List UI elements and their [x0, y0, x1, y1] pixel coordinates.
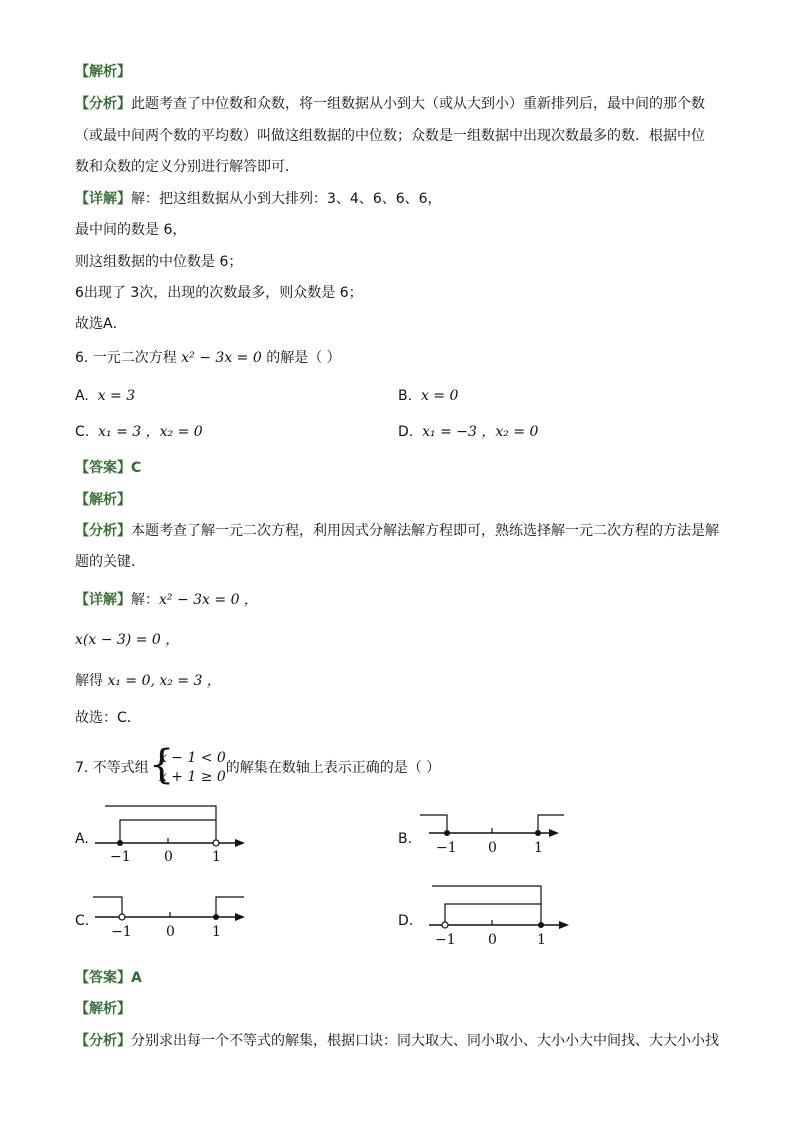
- detail-step: 最中间的数是 6，: [75, 222, 187, 238]
- option-d: [398, 422, 538, 442]
- analysis-heading: 【解析】: [75, 492, 131, 508]
- solid-point: [535, 830, 541, 836]
- axis-arrow: [549, 829, 559, 837]
- solid-point: [444, 830, 450, 836]
- analysis-tag: 【分析】: [75, 523, 131, 539]
- analysis-tag: 【分析】: [75, 96, 131, 112]
- analysis-text-line-3: 数和众数的定义分别进行解答即可．: [75, 159, 299, 175]
- option-c-label: C.: [75, 913, 90, 929]
- upper-bracket: [105, 806, 216, 843]
- detail-equation: x² − 3x = 0 ，: [159, 592, 258, 608]
- solid-point: [538, 922, 544, 928]
- tick-label-minus-one: −1: [110, 849, 131, 865]
- left-bracket: [93, 897, 122, 917]
- option-label: A.: [75, 388, 89, 404]
- detail-text: 解：: [131, 592, 159, 608]
- analysis-heading: 【解析】: [75, 64, 131, 80]
- question-6-stem: [75, 348, 341, 368]
- right-bracket: [216, 897, 244, 917]
- inequality-row-2: x + 1 ≥ 0: [158, 769, 226, 785]
- tick-label-minus-one: −1: [436, 840, 457, 856]
- axis-arrow: [559, 921, 569, 929]
- left-bracket: [420, 815, 447, 833]
- answer-line: 【答案】C: [75, 460, 142, 476]
- tick-label-minus-one: −1: [111, 924, 132, 940]
- analysis-text-line-2: （或最中间两个数的平均数）叫做这组数据的中位数；众数是一组数据中出现次数最多的数．根据中位: [75, 128, 705, 144]
- tick-label-zero: 0: [166, 924, 175, 940]
- analysis-heading: 【解析】: [75, 1001, 131, 1017]
- option-label: B.: [398, 388, 413, 404]
- lower-bracket: [445, 904, 541, 925]
- analysis-paragraph-line: [75, 1031, 719, 1051]
- axis-arrow: [235, 913, 245, 921]
- option-math: x = 3: [97, 388, 136, 404]
- option-c-number-line: [90, 888, 250, 950]
- detail-line: [75, 189, 442, 209]
- tick-label-minus-one: −1: [435, 932, 456, 948]
- axis-arrow: [235, 839, 245, 847]
- option-b-label: B.: [398, 831, 413, 847]
- question-7-stem: [75, 742, 441, 788]
- hollow-point: [119, 914, 125, 920]
- option-b-number-line: [414, 806, 574, 868]
- option-a-label: A.: [75, 831, 89, 847]
- detail-step: 则这组数据的中位数是 6；: [75, 254, 243, 270]
- option-a-number-line: [90, 798, 250, 868]
- option-c: [75, 422, 203, 442]
- option-d-number-line: [414, 880, 574, 950]
- tick-label-one: 1: [534, 840, 543, 856]
- detail-step: 6出现了 3次，出现的次数最多，则众数是 6；: [75, 285, 363, 301]
- option-d-label: D.: [398, 913, 414, 929]
- inequality-row-1: x − 1 < 0: [158, 750, 226, 766]
- hollow-point: [213, 840, 219, 846]
- inequality-system: [148, 742, 226, 788]
- tick-label-one: 1: [212, 849, 221, 865]
- option-math: x₁ = 3 ，x₂ = 0: [98, 424, 203, 440]
- tick-label-zero: 0: [488, 932, 497, 948]
- detail-tag: 【详解】: [75, 592, 131, 608]
- analysis-tag: 【分析】: [75, 1033, 131, 1049]
- detail-tag: 【详解】: [75, 191, 131, 207]
- question-6-suffix: 的解是（ ）: [261, 350, 341, 366]
- question-7-suffix: 的解集在数轴上表示正确的是（ ）: [225, 760, 441, 776]
- analysis-text: 此题考查了中位数和众数，将一组数据从小到大（或从大到小）重新排列后，最中间的那个数: [131, 96, 705, 112]
- detail-line: [75, 590, 258, 610]
- tick-label-one: 1: [212, 924, 221, 940]
- factorization-step: x(x − 3) = 0 ，: [75, 632, 180, 648]
- option-math: x = 0: [420, 388, 459, 404]
- conclusion: 故选：C．: [75, 710, 141, 726]
- analysis-text: 本题考查了解一元二次方程，利用因式分解法解方程即可，熟练选择解一元二次方程的方法是解: [131, 523, 719, 539]
- option-label: D.: [398, 424, 414, 440]
- solution-math: x₁ = 0, x₂ = 3 ，: [107, 673, 221, 689]
- analysis-text-line-2: 题的关键．: [75, 554, 145, 570]
- left-brace: {: [148, 742, 175, 788]
- question-7-prefix: 7. 不等式组: [75, 760, 149, 776]
- analysis-paragraph-line: [75, 521, 719, 541]
- detail-text: 解：把这组数据从小到大排列：3、4、6、6、6，: [131, 191, 442, 207]
- hollow-point: [442, 922, 448, 928]
- solid-point: [213, 914, 219, 920]
- option-label: C.: [75, 424, 90, 440]
- question-6-equation: x² − 3x = 0: [181, 350, 262, 366]
- answer-line: 【答案】A: [75, 970, 142, 986]
- analysis-paragraph-line: [75, 94, 705, 114]
- question-6-prefix: 6. 一元二次方程: [75, 350, 182, 366]
- upper-bracket: [432, 886, 541, 925]
- conclusion: 故选A．: [75, 316, 127, 332]
- solution-prefix: 解得: [75, 673, 108, 689]
- solid-point: [117, 840, 123, 846]
- option-math: x₁ = −3 ，x₂ = 0: [422, 424, 539, 440]
- option-a: [75, 386, 135, 406]
- tick-label-zero: 0: [164, 849, 173, 865]
- tick-label-one: 1: [537, 932, 546, 948]
- solution-step: [75, 671, 221, 691]
- option-b: [398, 386, 458, 406]
- tick-label-zero: 0: [488, 840, 497, 856]
- analysis-text: 分别求出每一个不等式的解集，根据口诀：同大取大、同小取小、大小小大中间找、大大小小找: [131, 1033, 719, 1049]
